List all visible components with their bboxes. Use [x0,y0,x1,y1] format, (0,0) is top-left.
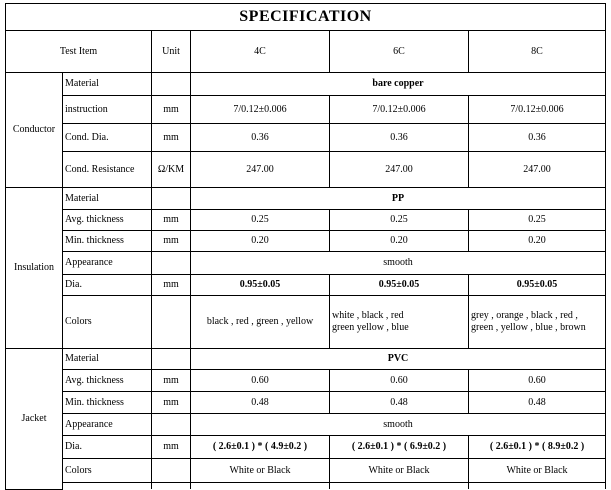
cell-value: 0.20 [469,231,606,252]
page-title: SPECIFICATION [6,4,606,31]
row-label: Colors [63,296,152,349]
cell-value: 7/0.12±0.006 [330,96,469,124]
table-row [6,152,606,188]
header-4c: 4C [191,31,330,73]
cell-value: 0.25 [469,210,606,231]
insulation-appearance-value: smooth [191,252,606,275]
row-unit: mm [152,436,191,459]
cell-value: ( 2.6±0.1 ) * ( 6.9±0.2 ) [330,436,469,459]
conductor-material-value: bare copper [191,73,606,96]
row-label: Cond. Resistance [63,152,152,188]
header-6c: 6C [330,31,469,73]
cell-value: black , red , green , yellow [191,296,330,349]
cell-value: 0.25 [330,210,469,231]
specification-table [5,3,606,490]
cell-value: 0.95±0.05 [469,275,606,296]
row-label: Material [63,349,152,370]
cell-value: 247.00 [330,152,469,188]
row-label: Appearance [63,414,152,436]
cell-value: White or Black [330,459,469,483]
cell-value: 247.00 [469,152,606,188]
color-line: grey , orange , black , red , [471,310,578,321]
table-row [6,349,606,370]
cell-value: 0.36 [191,124,330,152]
cell-value: 0.20 [191,231,330,252]
cell-value: 247.00 [191,152,330,188]
row-label: Material [63,188,152,210]
cell-value: White or Black [469,459,606,483]
cell-value: White or Black [191,459,330,483]
table-row [6,188,606,210]
cell-value: 0.36 [330,124,469,152]
cell-value: 0.48 [191,392,330,414]
group-insulation: Insulation [6,188,63,349]
table-row [6,73,606,96]
color-line: white , black , red [332,310,404,321]
table-row [6,210,606,231]
group-jacket: Jacket [6,349,63,490]
row-unit: mm [152,231,191,252]
table-row [6,124,606,152]
cell-value: ( 2.6±0.1 ) * ( 8.9±0.2 ) [469,436,606,459]
cell-value [469,296,606,349]
table-row [6,436,606,459]
row-label: Dia. [63,436,152,459]
cell-value: 0.48 [469,392,606,414]
row-unit: mm [152,96,191,124]
row-unit: mm [152,275,191,296]
cell-value: 0.60 [469,370,606,392]
table-row [6,96,606,124]
table-row [6,414,606,436]
table-row [6,231,606,252]
color-line: green yellow , blue [332,322,409,333]
table-row [6,459,606,483]
cell-value: 0.95±0.05 [330,275,469,296]
header-unit: Unit [152,31,191,73]
table-row [6,370,606,392]
row-label: Cond. Dia. [63,124,152,152]
cell-value: 7/0.12±0.006 [469,96,606,124]
row-label: Material [63,73,152,96]
header-row [6,31,606,73]
row-label: Min. thickness [63,231,152,252]
table-row [6,252,606,275]
table-row [6,392,606,414]
cell-value: 0.60 [191,370,330,392]
header-test-item: Test Item [6,31,152,73]
row-unit: mm [152,392,191,414]
row-unit: Ω/KM [152,152,191,188]
group-conductor: Conductor [6,73,63,188]
cell-value: 0.60 [330,370,469,392]
cell-value: 0.25 [191,210,330,231]
jacket-material-value: PVC [191,349,606,370]
row-unit: mm [152,370,191,392]
row-unit: mm [152,210,191,231]
jacket-appearance-value: smooth [191,414,606,436]
cell-value: 0.20 [330,231,469,252]
row-label: instruction [63,96,152,124]
row-label: Appearance [63,252,152,275]
row-label: Dia. [63,275,152,296]
cell-value [330,296,469,349]
table-row [6,296,606,349]
row-unit: mm [152,124,191,152]
insulation-material-value: PP [191,188,606,210]
cell-value: 0.95±0.05 [191,275,330,296]
row-label: Min. thickness [63,392,152,414]
table-row-cut [6,483,606,490]
row-label: Colors [63,459,152,483]
row-label: Avg. thickness [63,370,152,392]
row-label: Avg. thickness [63,210,152,231]
color-line: green , yellow , blue , brown [471,322,586,333]
table-row [6,275,606,296]
cell-value: 0.36 [469,124,606,152]
cell-value: ( 2.6±0.1 ) * ( 4.9±0.2 ) [191,436,330,459]
cell-value: 7/0.12±0.006 [191,96,330,124]
header-8c: 8C [469,31,606,73]
cell-value: 0.48 [330,392,469,414]
